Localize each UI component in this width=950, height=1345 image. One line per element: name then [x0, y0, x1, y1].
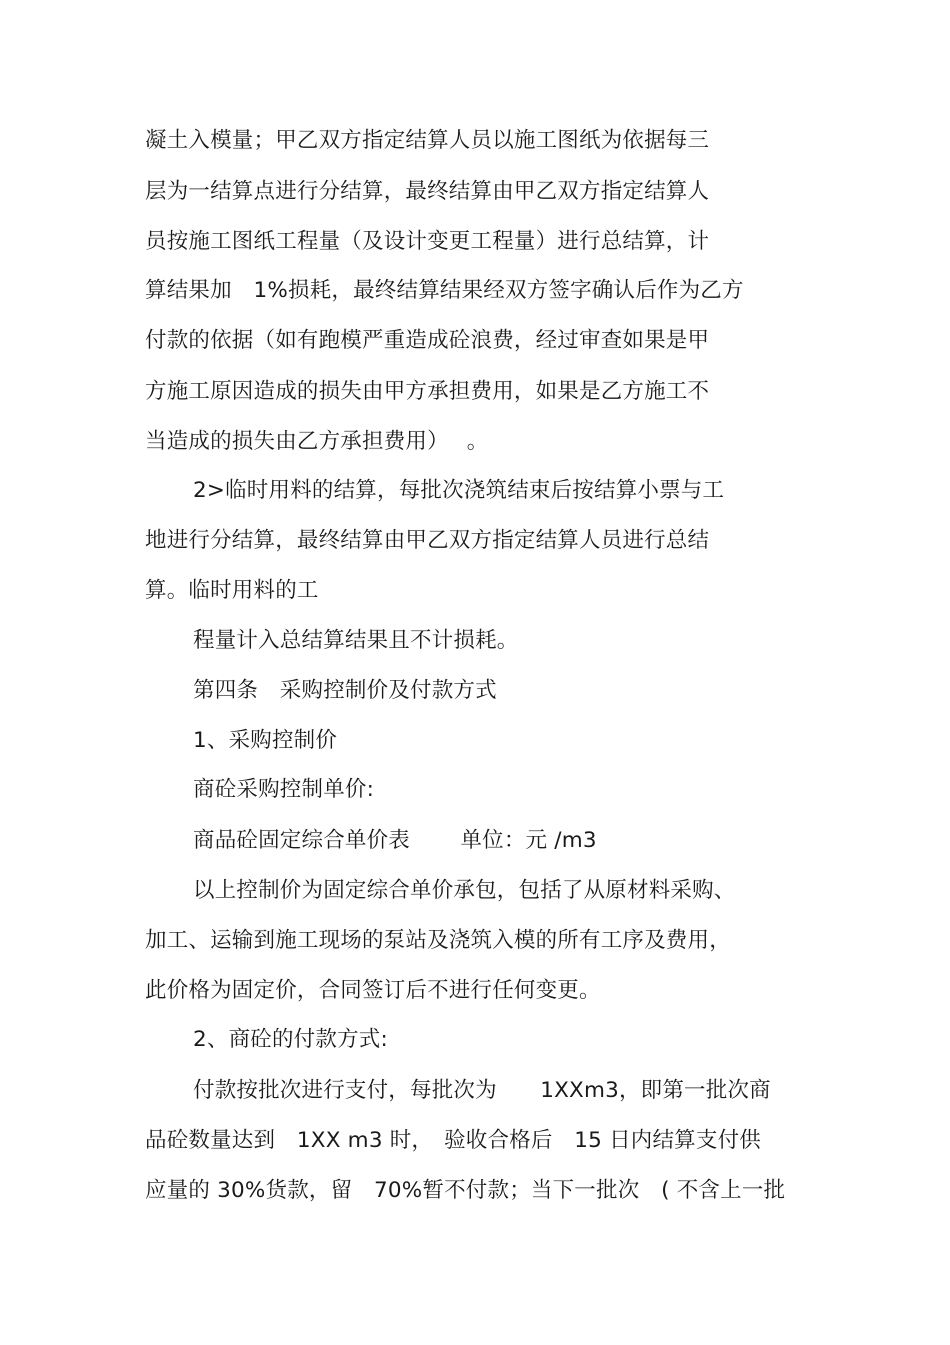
text-line-8: 2>临时用料的结算，每批次浇筑结束后按结算小票与工	[193, 478, 725, 503]
subsection-heading-2: 2、商砼的付款方式:	[193, 1027, 388, 1052]
section-heading: 第四条 采购控制价及付款方式	[193, 678, 497, 703]
text-line-22: 应量的 30%货款，留 70%暂不付款；当下一批次 ( 不含上一批	[145, 1178, 786, 1203]
text-line-15: 商品砼固定综合单价表 单位：元 /m3	[193, 828, 597, 853]
text-line-4: 算结果加 1%损耗，最终结算结果经双方签字确认后作为乙方	[145, 278, 744, 303]
text-line-18: 此价格为固定价，合同签订后不进行任何变更。	[145, 978, 601, 1003]
text-line-9: 地进行分结算，最终结算由甲乙双方指定结算人员进行总结	[145, 528, 710, 553]
text-line-14: 商砼采购控制单价:	[193, 777, 375, 802]
text-line-16: 以上控制价为固定综合单价承包，包括了从原材料采购、	[193, 878, 736, 903]
text-line-20: 付款按批次进行支付，每批次为 1XXm3，即第一批次商	[193, 1078, 771, 1103]
text-line-2: 层为一结算点进行分结算，最终结算由甲乙双方指定结算人	[145, 179, 710, 204]
text-line-10: 算。临时用料的工	[145, 578, 319, 603]
text-line-17: 加工、运输到施工现场的泵站及浇筑入模的所有工序及费用，	[145, 928, 731, 953]
subsection-heading-1: 1、采购控制价	[193, 728, 338, 753]
text-line-11: 程量计入总结算结果且不计损耗。	[193, 628, 519, 653]
text-line-3: 员按施工图纸工程量（及设计变更工程量）进行总结算，计	[145, 229, 710, 254]
text-line-1: 凝土入模量；甲乙双方指定结算人员以施工图纸为依据每三	[145, 128, 710, 153]
text-line-21: 品砼数量达到 1XX m3 时， 验收合格后 15 日内结算支付供	[145, 1128, 761, 1153]
text-line-7: 当造成的损失由乙方承担费用） 。	[145, 429, 489, 454]
text-line-5: 付款的依据（如有跑模严重造成砼浪费，经过审查如果是甲	[145, 328, 710, 353]
text-line-6: 方施工原因造成的损失由甲方承担费用，如果是乙方施工不	[145, 379, 710, 404]
